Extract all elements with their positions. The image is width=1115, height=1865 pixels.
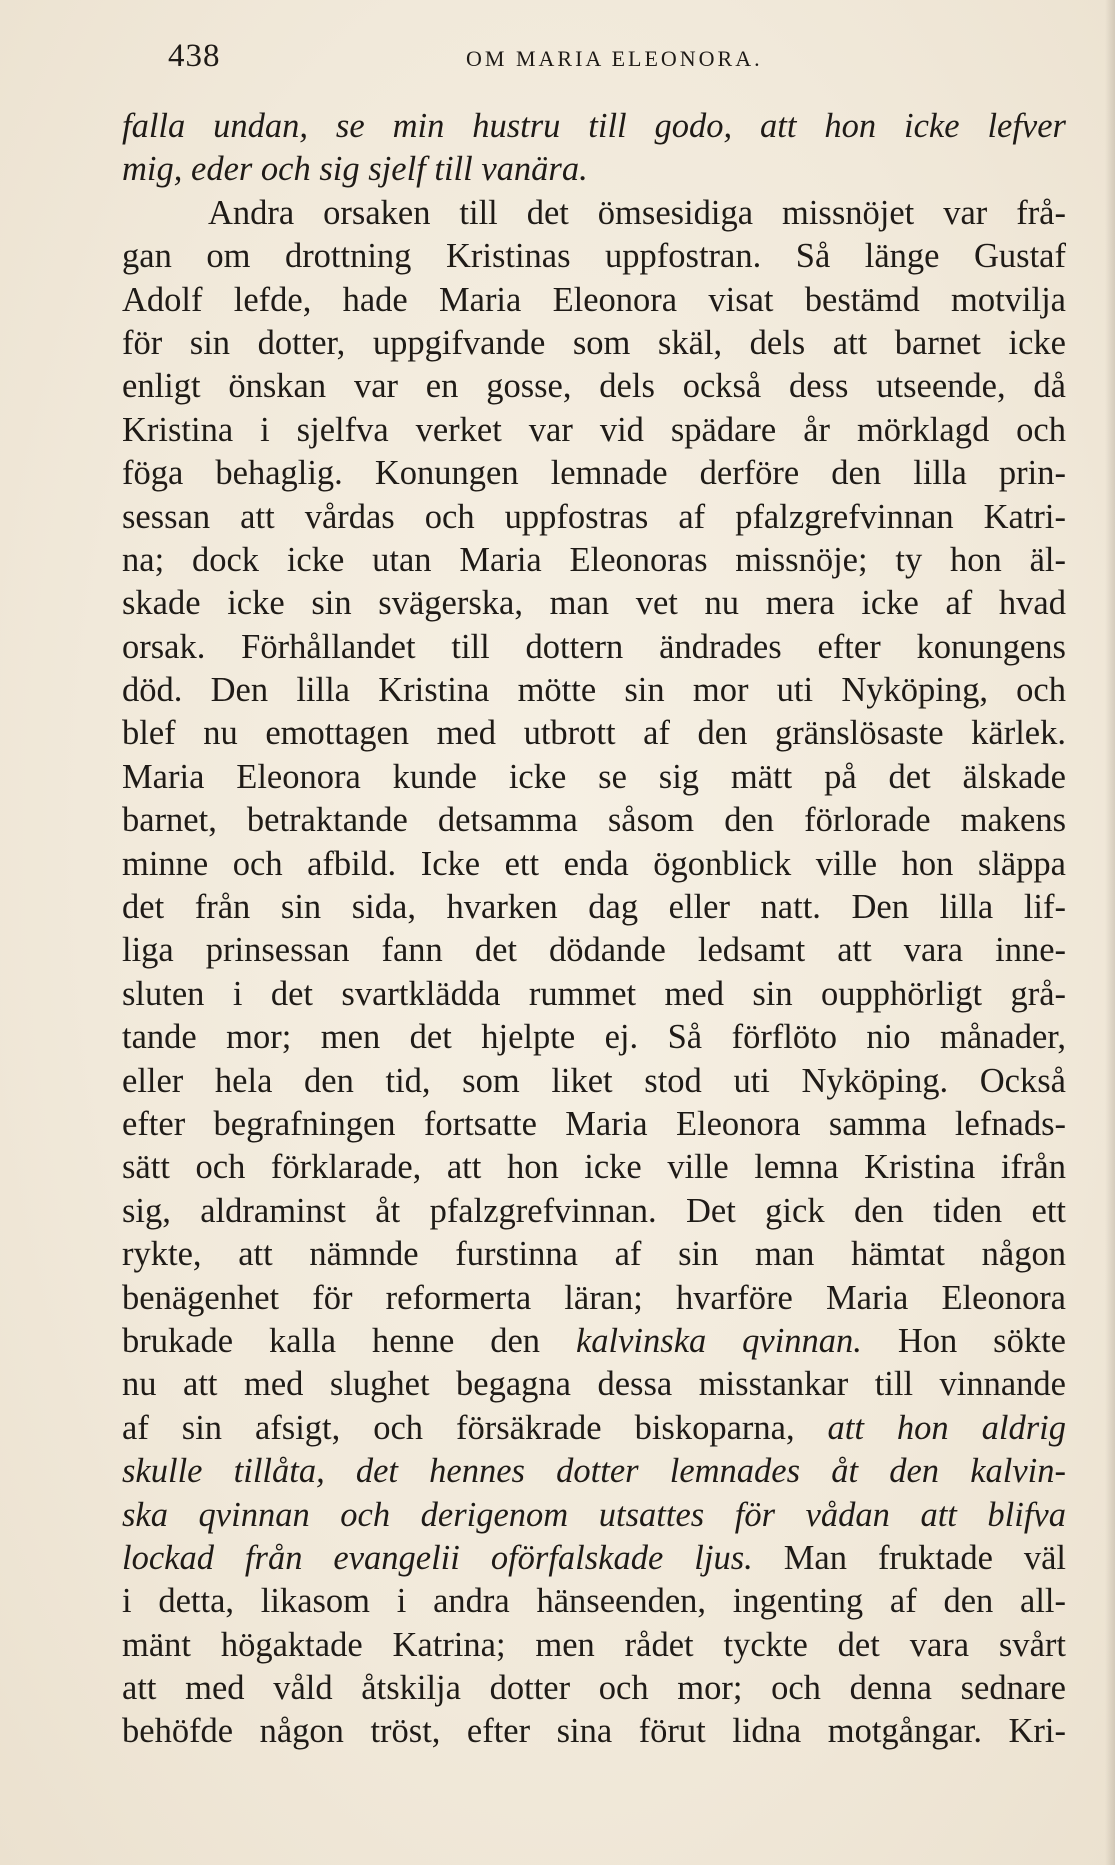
text-line: [122, 1710, 1066, 1753]
italic-text-segment: mig, eder och sig sjelf till vanära.: [122, 150, 588, 189]
text-segment: mänt högaktade Katrina; men rådet tyckte det vara svårt: [122, 1625, 1066, 1664]
text-segment: enligt önskan var en gosse, dels också dess utseende, då: [122, 367, 1066, 406]
text-line: [122, 582, 1066, 625]
text-segment: i detta, likasom i andra hänseenden, ingenting af den all-: [122, 1582, 1066, 1621]
text-segment: död. Den lilla Kristina mötte sin mor uti Nyköping, och: [122, 671, 1066, 710]
text-line: [122, 929, 1066, 972]
text-line: [122, 756, 1066, 799]
text-line: [122, 886, 1066, 929]
text-segment: Man fruktade väl: [752, 1538, 1067, 1577]
italic-text-segment: ska qvinnan och derigenom utsattes för vådan att blifva: [122, 1495, 1066, 1534]
text-line: [122, 1537, 1066, 1580]
text-line: [122, 1363, 1066, 1406]
page-number: 438: [168, 38, 221, 74]
text-segment: brukade kalla henne den: [122, 1321, 576, 1360]
text-line: [122, 322, 1066, 365]
text-segment: att med våld åtskilja dotter och mor; och denna sednare: [122, 1669, 1066, 1708]
italic-text-segment: falla undan, se min hustru till godo, att hon icke lefver: [122, 107, 1066, 145]
text-segment: liga prinsessan fann det dödande ledsamt att vara inne-: [122, 931, 1066, 970]
text-line: [122, 1060, 1066, 1103]
text-line: [122, 973, 1066, 1016]
text-line: [122, 799, 1066, 842]
text-segment: orsak. Förhållandet till dottern ändrades efter konungens: [122, 627, 1066, 666]
text-segment: af sin afsigt, och försäkrade biskoparna,: [122, 1408, 828, 1447]
text-line: [122, 712, 1066, 755]
text-line: [122, 1667, 1066, 1710]
text-line: [122, 1494, 1066, 1537]
page-edge-shadow: [1105, 0, 1115, 1865]
text-segment: Andra orsaken till det ömsesidiga missnöjet var frå-: [208, 193, 1066, 232]
text-segment: barnet, betraktande detsamma såsom den förlorade makens: [122, 801, 1066, 840]
text-segment: benägenhet för reformerta läran; hvarföre Maria Eleonora: [122, 1278, 1066, 1317]
text-line: [122, 105, 1066, 148]
text-line: [122, 1103, 1066, 1146]
text-line: [122, 1320, 1066, 1363]
italic-text-segment: kalvinska qvinnan.: [575, 1321, 862, 1360]
text-line: [122, 1233, 1066, 1276]
text-line: [122, 496, 1066, 539]
text-segment: rykte, att nämnde furstinna af sin man hämtat någon: [122, 1235, 1066, 1274]
text-line: [122, 1450, 1066, 1493]
text-line: [122, 1190, 1066, 1233]
text-segment: skade icke sin svägerska, man vet nu mera icke af hvad: [122, 584, 1066, 623]
body-text: [122, 105, 1066, 1754]
italic-text-segment: lockad från evangelii oförfalskade ljus.: [122, 1538, 753, 1577]
text-line: [122, 365, 1066, 408]
italic-text-segment: skulle tillåta, det hennes dotter lemnades åt den kalvin-: [122, 1452, 1066, 1491]
text-segment: behöfde någon tröst, efter sina förut lidna motgångar. Kri-: [122, 1712, 1066, 1751]
text-line: [122, 626, 1066, 669]
text-line: [122, 539, 1066, 582]
text-segment: för sin dotter, uppgifvande som skäl, dels att barnet icke: [122, 323, 1066, 362]
text-segment: Maria Eleonora kunde icke se sig mätt på det älskade: [122, 757, 1066, 796]
text-line: [122, 235, 1066, 278]
text-segment: nu att med slughet begagna dessa misstankar till vinnande: [122, 1365, 1066, 1404]
text-segment: sig, aldraminst åt pfalzgrefvinnan. Det gick den tiden ett: [122, 1191, 1066, 1230]
text-line: [122, 669, 1066, 712]
text-segment: sessan att vårdas och uppfostras af pfalzgrefvinnan Katri-: [122, 497, 1066, 536]
text-line: [122, 1580, 1066, 1623]
text-segment: blef nu emottagen med utbrott af den gränslösaste kärlek.: [122, 714, 1066, 753]
text-line: [122, 1016, 1066, 1059]
text-segment: Adolf lefde, hade Maria Eleonora visat bestämd motvilja: [122, 280, 1066, 319]
italic-text-segment: att hon aldrig: [827, 1408, 1066, 1447]
text-segment: sluten i det svartklädda rummet med sin oupphörligt grå-: [122, 974, 1066, 1013]
text-line: [122, 452, 1066, 495]
text-segment: Hon sökte: [861, 1321, 1066, 1360]
text-line: [122, 843, 1066, 886]
text-segment: minne och afbild. Icke ett enda ögonblick ville hon släppa: [122, 844, 1066, 883]
text-segment: eller hela den tid, som liket stod uti Nyköping. Också: [122, 1061, 1066, 1100]
text-segment: det från sin sida, hvarken dag eller natt. Den lilla lif-: [122, 888, 1066, 927]
text-line: [122, 409, 1066, 452]
page-header: [168, 38, 1068, 78]
text-line: [122, 1277, 1066, 1320]
text-segment: na; dock icke utan Maria Eleonoras missnöje; ty hon äl-: [122, 540, 1066, 579]
text-line: [122, 279, 1066, 322]
text-segment: gan om drottning Kristinas uppfostran. Så länge Gustaf: [122, 237, 1066, 276]
running-head: OM MARIA ELEONORA.: [466, 46, 763, 71]
text-segment: Kristina i sjelfva verket var vid spädare år mörklagd och: [122, 410, 1066, 449]
text-line: [122, 1407, 1066, 1450]
text-segment: tande mor; men det hjelpte ej. Så förflöto nio månader,: [122, 1018, 1066, 1057]
text-segment: föga behaglig. Konungen lemnade derföre den lilla prin-: [122, 454, 1066, 493]
text-segment: sätt och förklarade, att hon icke ville lemna Kristina ifrån: [122, 1148, 1066, 1187]
text-line: [122, 1146, 1066, 1189]
text-line: [122, 1624, 1066, 1667]
text-line: [122, 192, 1066, 235]
text-segment: efter begrafningen fortsatte Maria Eleonora samma lefnads-: [122, 1104, 1066, 1143]
text-line: [122, 148, 1066, 191]
